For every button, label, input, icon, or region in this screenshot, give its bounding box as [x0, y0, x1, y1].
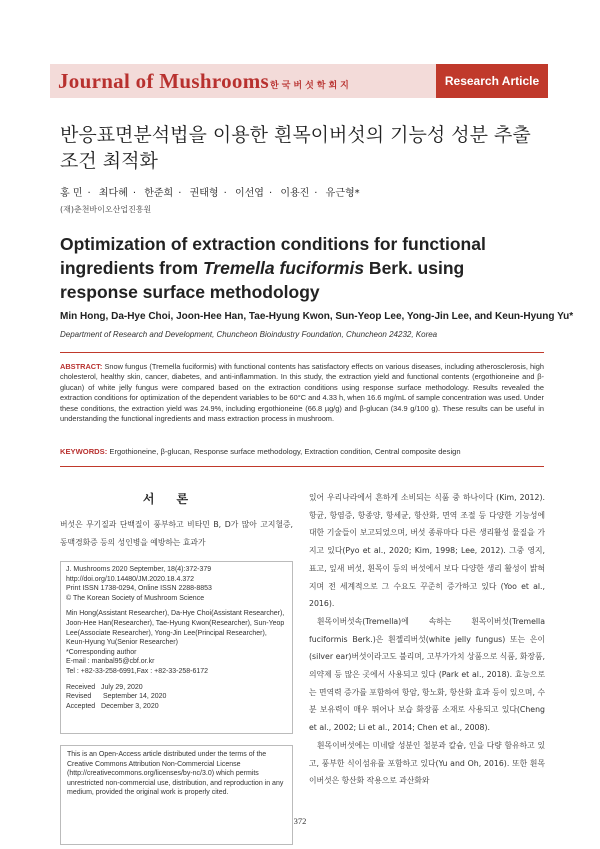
intro-right-column	[309, 489, 545, 790]
author-kor: 한준희	[144, 188, 174, 199]
revised-date: Revised September 14, 2020	[66, 693, 167, 701]
received-date: Received July 29, 2020	[66, 683, 143, 691]
article-info-box	[60, 561, 293, 734]
korean-title: 반응표면분석법을 이용한 흰목이버섯의 기능성 성분 추출 조건 최적화	[60, 124, 531, 172]
section-heading: 서론	[142, 492, 211, 506]
corresponding-author: *Corresponding author	[66, 648, 137, 656]
journal-name-korean: 한국버섯학회지	[270, 81, 352, 91]
doi-link[interactable]: http://doi.org/10.14480/JM.2020.18.4.372	[66, 575, 195, 583]
author-kor: 권태형	[189, 188, 219, 199]
issn: Print ISSN 1738-0294, Online ISSN 2288-8853	[66, 585, 212, 593]
keywords-label: KEYWORDS:	[60, 447, 108, 456]
korean-affiliation: (재)춘천바이오산업진흥원	[60, 205, 152, 214]
journal-name: Journal of Mushrooms	[58, 69, 269, 93]
abstract-label: ABSTRACT:	[60, 362, 103, 371]
korean-authors: 홍 민 · 최다혜 · 한준희 · 권태형 · 이선엽 · 이용진 · 유근형*	[60, 188, 360, 199]
article-type-badge: Research Article	[436, 64, 548, 98]
abstract	[60, 362, 544, 424]
email[interactable]: E-mail : manbal95@cbf.or.kr	[66, 658, 155, 666]
intro-paragraph: 흰목이버섯속(Tremella)에 속하는 흰목이버섯(Tremella fuciformis Berk.)은 흰젤리버섯(white jelly fungus) 또는 은이(silver ear)버섯이라고도 불리며, 고부가가치 상품으로 식품, 화장품, 의약제 등 많은 곳에서 사용되고 있다 (Park et al., 2018). 효능으로는 면역력 증가를 포함하여 항암, 항노화, 항산화 효과 등이 있으며, 수분 보유력이 매우 뛰어나 보습 화장품 소재로 사용되고 있다(Cheng et al., 2002; Li et al., 2014; Chen et al., 2008).	[309, 616, 545, 733]
english-authors: Min Hong, Da-Hye Choi, Joon-Hee Han, Tae-Hyung Kwon, Sun-Yeop Lee, Yong-Jin Lee, and Keun-Hyung Yu*	[60, 311, 574, 322]
author-kor: 이용진	[280, 188, 310, 199]
keywords	[60, 447, 544, 456]
keywords-text: Ergothioneine, β-glucan, Response surface methodology, Extraction condition, Central composite design	[109, 447, 461, 456]
intro-paragraph: 있어 우리나라에서 흔하게 소비되는 식품 중 하나이다 (Kim, 2012). 항균, 항염증, 항종양, 항세균, 항산화, 면역 조절 등 다양한 기능성에 대한 기술들이 보고되었으며, 버섯 종류마다 다른 생리활성 물질을 가지고 있다(Pyo et al., 2020; Kim, 1998; Lee, 2012). 그중 영지, 표고, 잎새 버섯, 흰목이 등의 버섯에서 보다 다양한 생리 활성이 밝혀지며 전 세계적으로 그 수요도 꾸준히 증가하고 있다 (Yoo et al., 2016).	[309, 493, 545, 609]
species-name: Tremella fuciformis	[202, 258, 365, 278]
intro-paragraph: 흰목이버섯에는 미네랄 성분인 철분과 칼슘, 인을 다량 함유하고 있고, 풍부한 식이섬유를 포함하고 있다(Yu and Oh, 2016). 또한 흰목이버섯은 항산화 작용으로 과산화와	[309, 740, 545, 786]
copyright: © The Korean Society of Mushroom Science	[66, 594, 205, 602]
divider	[60, 352, 544, 353]
tel-fax: Tel : +82-33-258-6991,Fax : +82-33-258-6172	[66, 667, 209, 675]
author-roles: Min Hong(Assistant Researcher), Da-Hye Choi(Assistant Researcher), Joon-Hee Han(Researcher), Tae-Hyung Kwon(Researcher), Sun-Yeop Lee(Associate Researcher), Yong-Jin Lee(Principal Researcher), Keun-Hyung Yu(Senior Researcher)	[66, 610, 285, 647]
accepted-date: Accepted December 3, 2020	[66, 702, 159, 710]
author-kor: 이선엽	[234, 188, 264, 199]
divider	[60, 466, 544, 467]
page-number: 372	[293, 816, 307, 826]
author-kor: 유근형*	[325, 188, 360, 199]
author-kor: 홍 민	[60, 188, 83, 199]
author-kor: 최다혜	[98, 188, 128, 199]
license-box: This is an Open-Access article distributed under the terms of the Creative Commons Attribution Non-Commercial License (http://creativecommons.org/licenses/by-nc/3.0) which permits unrestricted non-commercial use, distribution, and reproduction in any medium, provided the original work is properly cited.	[60, 745, 293, 845]
abstract-text: Snow fungus (Tremella fuciformis) with functional contents has satisfactory effects on various diseases, including atherosclerosis, high cholesterol, healthy skin, cancer, diabetes, and anti-inflammation. In this study, the extraction yield and functional contents (ergothioneine and β-glucan) of white jelly fungus were compared based on the extraction conditions using response surface methodology. Results revealed the extraction conditions for optimization of the dependent variables to be 60°C and 4.33 h, when 16.6 mg/mL of sample concentration was used. Under these conditions, the extraction yield was 24.9%, including ergothioneine (66.8 µg/g) and β-glucan (34.9 g/100 g). These results can be useful in understanding the functional ingredients and mass extraction process in mushroom.	[60, 362, 544, 424]
english-affiliation: Department of Research and Development, Chuncheon Bioindustry Foundation, Chuncheon 24232, Korea	[60, 330, 438, 339]
english-title: Optimization of extraction conditions for functional ingredients from Tremella fuciformis Berk. using response surface methodology	[60, 234, 486, 302]
citation: J. Mushrooms 2020 September, 18(4):372-379	[66, 566, 212, 573]
intro-left-paragraph: 버섯은 무기질과 단백질이 풍부하고 비타민 B, D가 많아 고지혈증, 동맥경화증 등의 성인병을 예방하는 효과가	[60, 520, 293, 547]
